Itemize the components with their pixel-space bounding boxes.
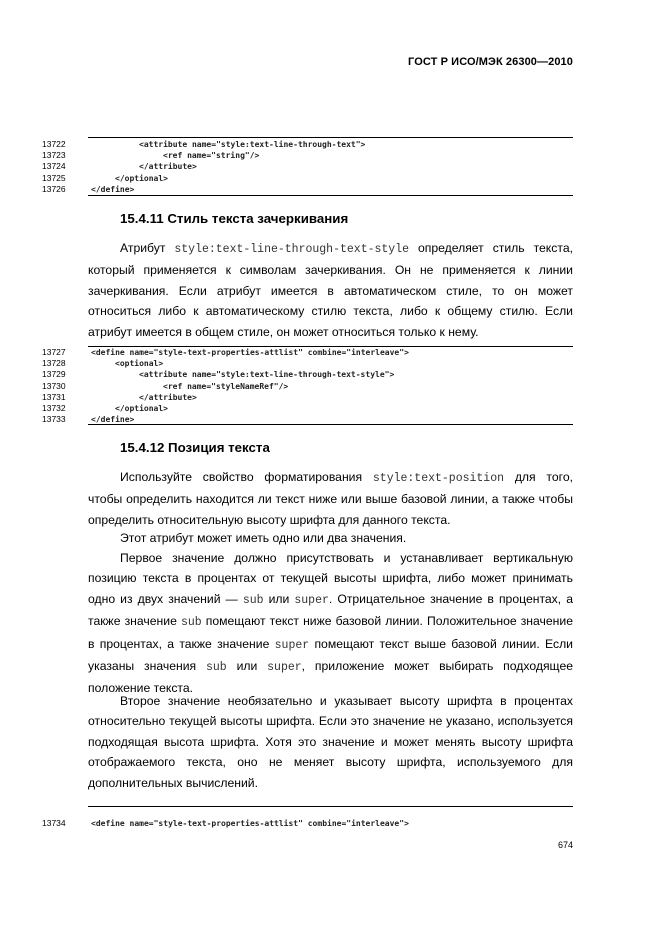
code-line-text: <attribute name="style:text-line-through-text">	[139, 140, 366, 149]
code-line-number: 13726	[42, 183, 66, 194]
code-line-number: 13725	[42, 172, 66, 183]
code-line-text: <optional>	[115, 359, 164, 369]
code-line-number: 13730	[42, 380, 66, 391]
code-line-number: 13729	[42, 369, 66, 380]
paragraph-text: Второе значение необязательно и указывает высоту шрифта в процентах относительно текущей высоты шрифта. Если это значение не указано, используется подходящая высота шрифта. Хотя это значение и может менять высоту шрифта отображаемого текста, оно не меняет высоту шрифта, используемого для дополнительных вычислений.	[88, 694, 573, 790]
code-line	[0, 161, 661, 172]
section-heading: 15.4.11 Стиль текста зачеркивания	[120, 211, 349, 226]
section-heading: 15.4.12 Позиция текста	[120, 440, 270, 455]
code-line-number: 13733	[42, 414, 66, 425]
paragraph-text: Используйте свойство форматирования	[120, 470, 373, 484]
section-paragraph	[88, 467, 573, 530]
document-header: ГОСТ Р ИСО/МЭК 26300—2010	[408, 56, 573, 68]
code-line-text: </define>	[91, 415, 135, 425]
paragraph-text: Атрибут	[120, 241, 175, 255]
code-line-text: </define>	[91, 184, 135, 194]
code-block-top-rule	[88, 806, 573, 807]
inline-code: sub	[242, 593, 264, 607]
code-line-number: 13723	[42, 150, 66, 161]
code-line-number: 13731	[42, 391, 66, 402]
section-paragraph	[88, 548, 573, 699]
code-line-text: <define name="style-text-properties-attlist" combine="interleave">	[91, 348, 409, 357]
code-line	[0, 381, 661, 392]
code-line	[0, 403, 661, 414]
paragraph-text: Этот атрибут может иметь одно или два значения.	[120, 531, 407, 545]
section-paragraph	[88, 238, 573, 342]
paragraph-text: Первое значение должно присутствовать и устанавливает вертикальную позицию текста в процентах от текущей высоты шрифта, либо может принимать одно из двух значений —	[88, 551, 573, 606]
code-line-text: <define name="style-text-properties-attlist" combine="interleave">	[91, 819, 409, 828]
code-line	[0, 358, 661, 369]
inline-code: super	[294, 593, 329, 607]
inline-code: super	[274, 638, 310, 652]
code-line-text: </optional>	[115, 173, 168, 183]
code-line-text: <attribute name="style:text-line-through-text-style">	[139, 370, 395, 380]
paragraph-text: помещают текст ниже базовой линии. Положительное значение в процентах, а также значение	[88, 614, 573, 651]
paragraph-text: или	[263, 591, 295, 606]
code-line-text: <ref name="string"/>	[163, 151, 260, 161]
code-line-number: 13728	[42, 358, 66, 369]
code-line	[0, 150, 661, 161]
paragraph-text: . Отрицательное значение в процентах, а также значение	[88, 591, 574, 629]
inline-code: style:text-line-through-text-style	[174, 243, 409, 256]
code-line-text: </attribute>	[139, 392, 197, 402]
code-line-text: </optional>	[115, 404, 168, 413]
code-line-text: </attribute>	[139, 162, 197, 172]
inline-code: sub	[206, 661, 227, 675]
code-line	[0, 369, 661, 380]
code-line-number: 13722	[42, 139, 66, 149]
section-paragraph	[88, 691, 573, 793]
paragraph-text: или	[226, 659, 268, 674]
code-line	[0, 347, 661, 358]
code-block-top-rule	[88, 137, 573, 138]
code-line-number: 13727	[42, 347, 66, 357]
code-line-number: 13724	[42, 161, 66, 172]
inline-code: sub	[180, 616, 202, 630]
code-line	[0, 392, 661, 403]
inline-code: super	[267, 661, 302, 675]
section-paragraph	[88, 528, 573, 548]
code-line-number: 13734	[42, 818, 66, 828]
paragraph-text: определяет стиль текста, который применяется к символам зачеркивания. Он не применяется к линии зачеркивания. Если атрибут имеется в автоматическом стиле, то он может относиться либо к автоматическому стилю текста, либо к общему стилю. Если атрибут имеется в общем стиле, он может относиться только к нему.	[88, 241, 573, 339]
code-line	[0, 184, 661, 195]
code-line	[0, 139, 661, 150]
code-block-bottom-rule	[88, 424, 573, 425]
code-line-number: 13732	[42, 403, 66, 413]
code-line	[0, 173, 661, 184]
paragraph-text: , приложение может выбирать подходящее положение текста.	[88, 659, 574, 696]
code-line	[0, 818, 661, 829]
paragraph-text: помещают текст выше базовой линии. Если указаны значения	[88, 636, 573, 674]
page-number: 674	[557, 840, 573, 850]
inline-code: style:text-position	[372, 472, 505, 485]
code-block-bottom-rule	[88, 195, 573, 196]
paragraph-text: для того, чтобы определить находится ли текст ниже или выше базовой линии, а также чтобы определить относительную высоту шрифта для данного текста.	[88, 470, 573, 527]
code-line-text: <ref name="styleNameRef"/>	[163, 381, 289, 391]
